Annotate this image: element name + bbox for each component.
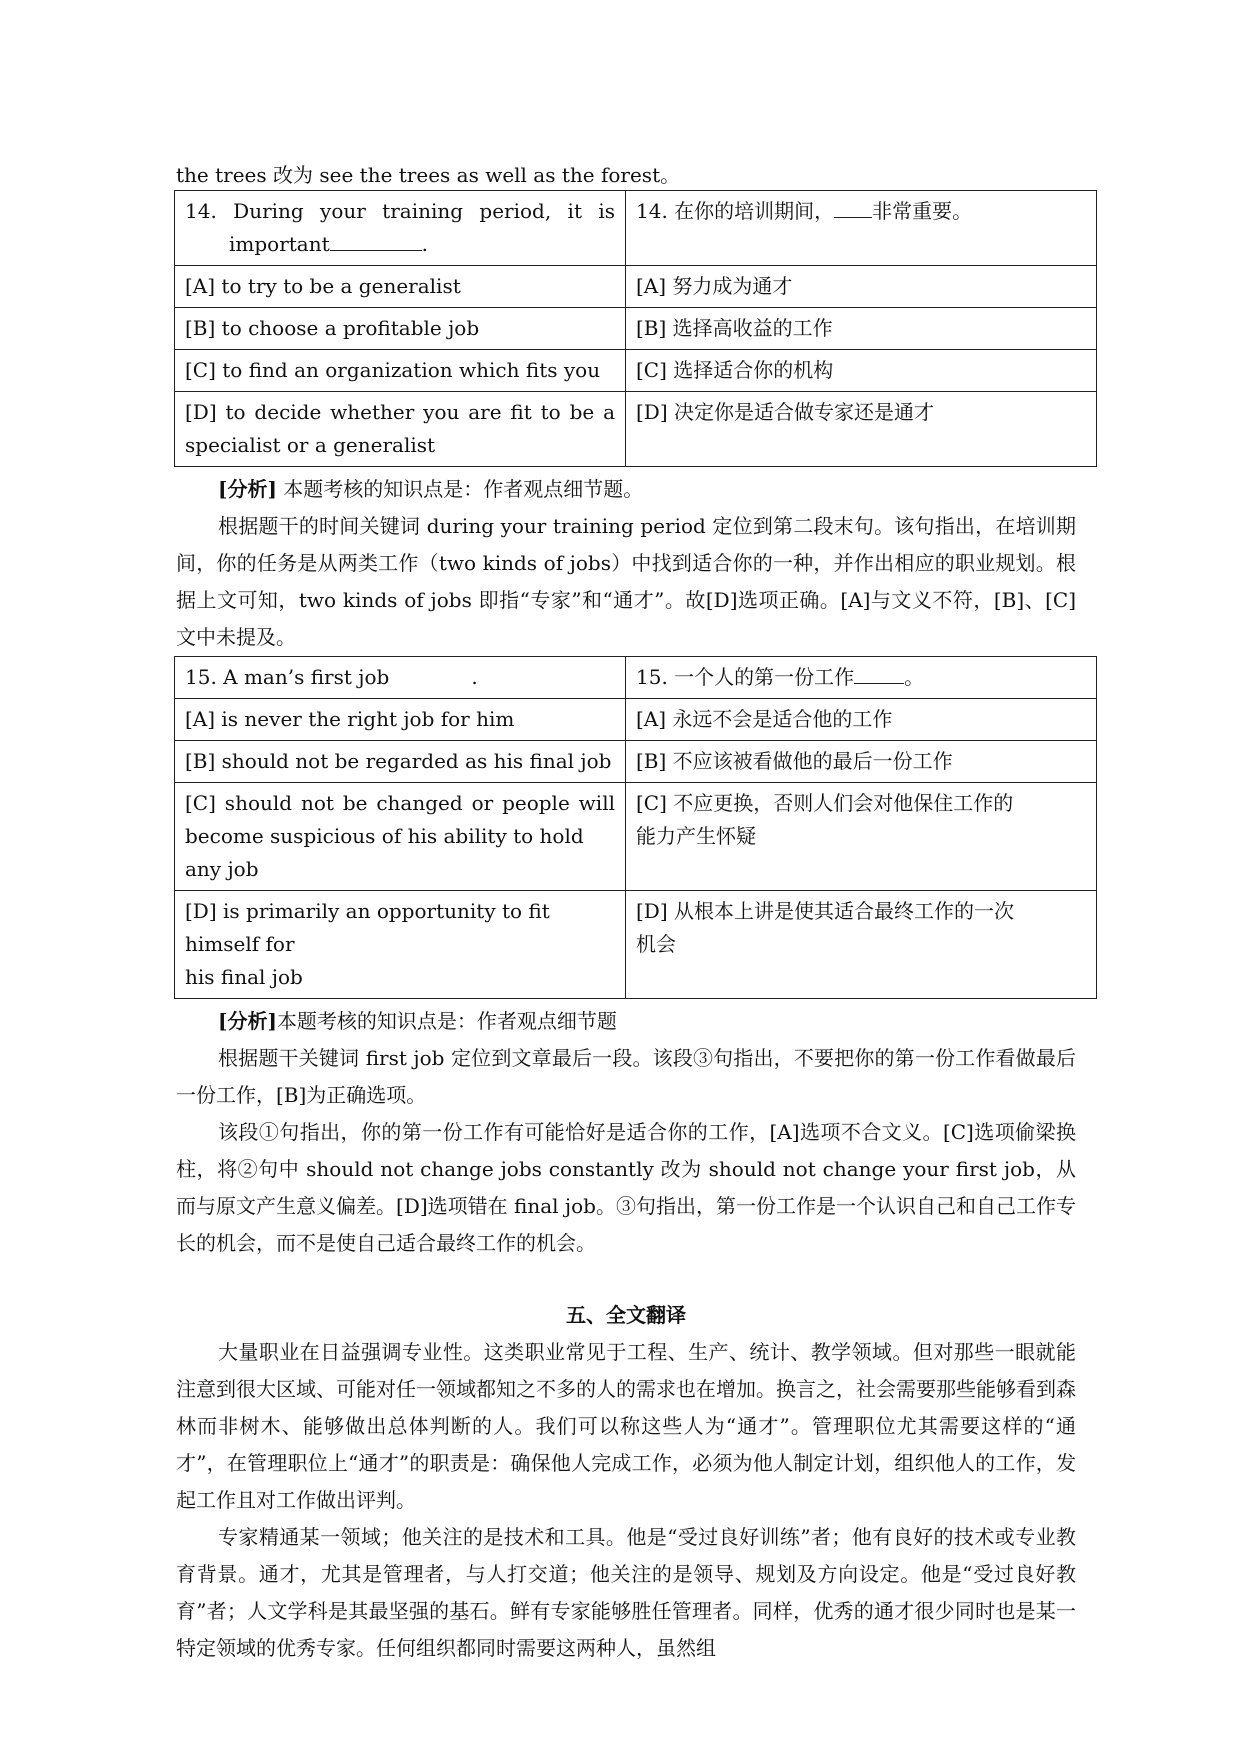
page-content — [176, 160, 1076, 1667]
q15-option-c-zh-line1: [C] 不应更换，否则人们会对他保住工作的 — [636, 791, 1014, 815]
table-row — [175, 891, 1097, 999]
analysis-15-heading — [176, 1003, 1076, 1040]
analysis-15-body-1: 根据题干关键词 first job 定位到文章最后一段。该段③句指出，不要把你的第一份工作看做最后一份工作，[B]为正确选项。 — [176, 1046, 1076, 1107]
q15-stem-en-text: 15. A man’s first job — [185, 665, 390, 689]
table-row — [175, 657, 1097, 699]
q14-stem-zh-post: 非常重要。 — [872, 199, 973, 223]
question-14-table — [174, 190, 1097, 467]
table-row — [175, 392, 1097, 467]
q15-stem-zh-post: 。 — [904, 665, 925, 689]
q15-option-a-zh: [A] 永远不会是适合他的工作 — [626, 699, 1097, 741]
q15-option-c-en-line1: [C] should not be changed or people will — [185, 791, 615, 815]
q15-option-c-zh — [626, 783, 1097, 891]
table-row — [175, 308, 1097, 350]
q15-option-a-en: [A] is never the right job for him — [175, 699, 626, 741]
q15-option-d-zh — [626, 891, 1097, 999]
answer-blank — [834, 197, 872, 218]
q14-option-d-en — [175, 392, 626, 467]
analysis-14-body: 根据题干的时间关键词 during your training period 定位到第二段末句。该句指出，在培训期间，你的任务是从两类工作（two kinds of jobs）中找到适合你的一种，并作出相应的职业规划。根据上文可知，two kinds of jobs 即指“专家”和“通才”。故[D]选项正确。[A]与文义不符，[B]、[C]文中未提及。 — [176, 514, 1076, 649]
q15-option-d-en — [175, 891, 626, 999]
question-15-table — [174, 656, 1097, 999]
q15-option-d-en-line1: [D] is primarily an opportunity to fit himself for — [185, 899, 550, 956]
q15-option-c-zh-line2: 能力产生怀疑 — [636, 824, 756, 848]
q14-option-d-en-line1: [D] to decide whether you are fit to be a — [185, 400, 615, 424]
table-row — [175, 266, 1097, 308]
table-row — [175, 741, 1097, 783]
q15-option-d-zh-line1: [D] 从根本上讲是使其适合最终工作的一次 — [636, 899, 1014, 923]
lead-text: the trees 改为 see the trees as well as the forest。 — [176, 163, 681, 187]
q15-stem-en — [175, 657, 626, 699]
analysis-15-body-2: 该段①句指出，你的第一份工作有可能恰好是适合你的工作，[A]选项不合文义。[C]选项偷梁换柱，将②句中 should not change jobs constantly 改为 should not change your first job，从而与原文产生意义偏差。[D]选项错在 final job。③句指出，第一份工作是一个认识自己和自己工作专长的机会，而不是使自己适合最终工作的机会。 — [176, 1120, 1076, 1255]
table-row — [175, 783, 1097, 891]
analysis-label: [分析] — [218, 1009, 277, 1033]
q15-option-d-en-line2: his final job — [185, 965, 303, 989]
q14-stem-zh — [626, 191, 1097, 266]
q15-option-b-zh: [B] 不应该被看做他的最后一份工作 — [626, 741, 1097, 783]
q15-stem-zh-pre: 15. 一个人的第一份工作 — [636, 665, 855, 689]
q14-option-b-zh: [B] 选择高收益的工作 — [626, 308, 1097, 350]
q15-stem-zh — [626, 657, 1097, 699]
analysis-14-heading — [176, 471, 1076, 508]
q14-option-a-zh: [A] 努力成为通才 — [626, 266, 1097, 308]
q14-option-c-zh: [C] 选择适合你的机构 — [626, 350, 1097, 392]
q14-stem-en-word: important — [229, 232, 330, 256]
q14-option-a-en: [A] to try to be a generalist — [175, 266, 626, 308]
q14-stem-en-tail: . — [421, 232, 429, 256]
q14-option-c-en: [C] to find an organization which fits you — [175, 350, 626, 392]
analysis-label: [分析] — [218, 477, 277, 501]
answer-blank — [330, 230, 422, 251]
q15-option-b-en: [B] should not be regarded as his final job — [175, 741, 626, 783]
q15-option-d-zh-line2: 机会 — [636, 932, 676, 956]
analysis-label-text: 本题考核的知识点是：作者观点细节题。 — [276, 477, 644, 501]
q15-stem-en-tail: . — [471, 665, 478, 689]
q14-option-d-en-line2: specialist or a generalist — [185, 433, 436, 457]
q14-stem-en — [175, 191, 626, 266]
table-row — [175, 699, 1097, 741]
section-heading: 五、全文翻译 — [566, 1303, 686, 1327]
q14-option-d-zh: [D] 决定你是适合做专家还是通才 — [626, 392, 1097, 467]
q14-stem-en-line2 — [185, 228, 615, 261]
q14-stem-en-line1: 14. During your training period, it is — [185, 199, 615, 223]
q14-stem-zh-pre: 14. 在你的培训期间， — [636, 199, 835, 223]
table-row — [175, 350, 1097, 392]
q14-option-b-en: [B] to choose a profitable job — [175, 308, 626, 350]
translation-paragraph-2: 专家精通某一领域；他关注的是技术和工具。他是“受过良好训练”者；他有良好的技术或专业教育背景。通才，尤其是管理者，与人打交道；他关注的是领导、规划及方向设定。他是“受过良好教育”者；人文学科是其最坚强的基石。鲜有专家能够胜任管理者。同样，优秀的通才很少同时也是某一特定领域的优秀专家。任何组织都同时需要这两种人，虽然组 — [176, 1525, 1076, 1660]
q15-option-c-en — [175, 783, 626, 891]
table-row — [175, 191, 1097, 266]
answer-blank — [854, 663, 904, 684]
analysis-label-text: 本题考核的知识点是：作者观点细节题 — [276, 1009, 617, 1033]
q15-option-c-en-line2: become suspicious of his ability to hold any job — [185, 824, 584, 881]
translation-paragraph-1: 大量职业在日益强调专业性。这类职业常见于工程、生产、统计、教学领域。但对那些一眼就能注意到很大区域、可能对任一领域都知之不多的人的需求也在增加。换言之，社会需要那些能够看到森林而非树木、能够做出总体判断的人。我们可以称这些人为“通才”。管理职位尤其需要这样的“通才”，在管理职位上“通才”的职责是：确保他人完成工作，必须为他人制定计划，组织他人的工作，发起工作且对工作做出评判。 — [176, 1340, 1076, 1512]
